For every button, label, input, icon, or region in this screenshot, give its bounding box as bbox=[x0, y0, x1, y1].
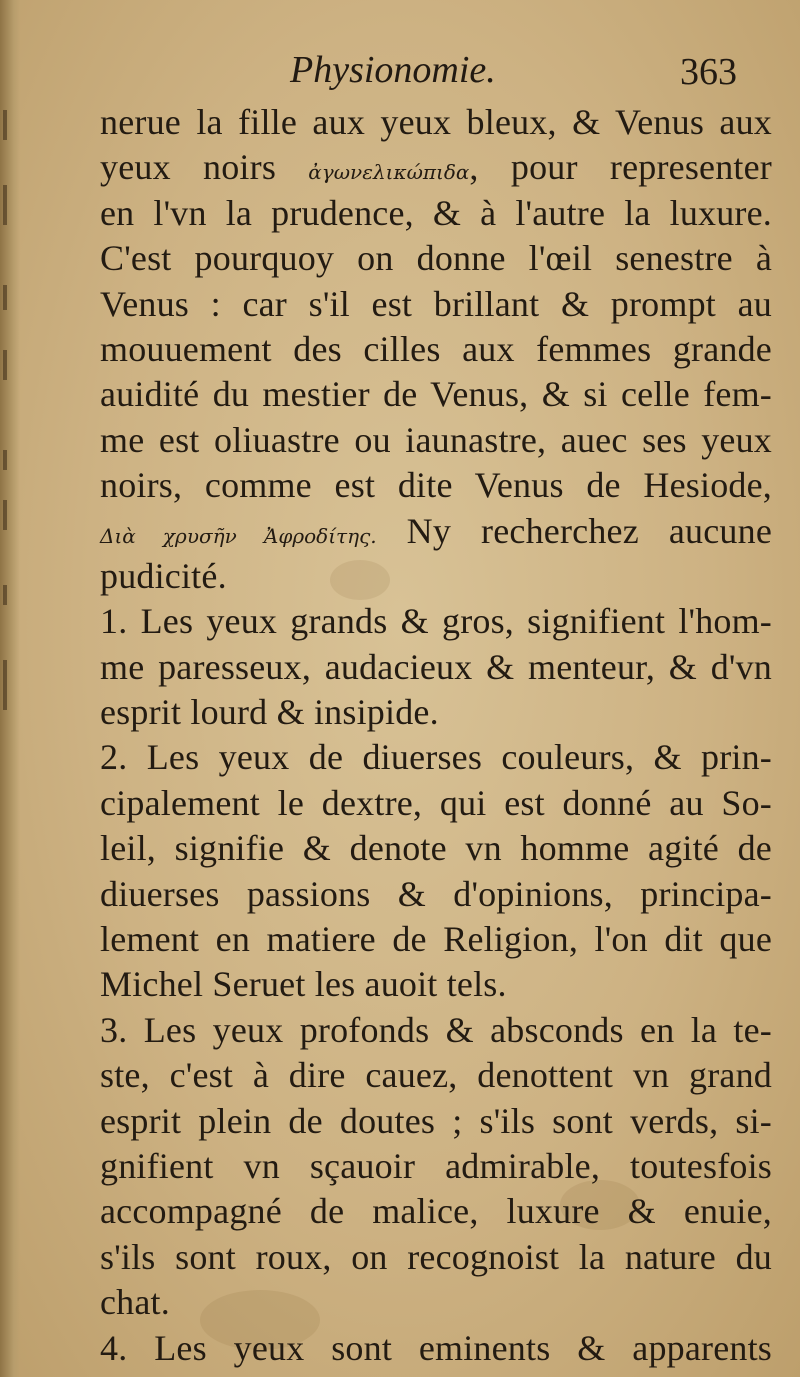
gutter-mark bbox=[3, 350, 7, 380]
greek-phrase: ἀγωνελικώπιδα bbox=[308, 160, 470, 185]
text-line: chat. bbox=[100, 1282, 170, 1323]
body-text bbox=[100, 100, 772, 1371]
text-line: nerue la fille aux yeux bleux, & Venus aux bbox=[100, 102, 772, 142]
text-line: diuerses passions & d'opinions, principa- bbox=[100, 873, 772, 914]
text-line: lement en matiere de Religion, l'on dit que bbox=[100, 919, 772, 960]
text-line: 1. Les yeux grands & gros, signifient l'hom- bbox=[100, 601, 772, 642]
text-line: Venus : car s'il est brillant & prompt au bbox=[100, 283, 772, 324]
text-line: Michel Seruet les auoit tels. bbox=[100, 964, 507, 1005]
text-line: 4. Les yeux sont eminents & apparents bbox=[100, 1327, 772, 1368]
text-line-with-greek bbox=[100, 509, 772, 554]
page-header bbox=[0, 48, 800, 100]
text-line: mouuement des cilles aux femmes grande bbox=[100, 328, 772, 369]
text-line: en l'vn la prudence, & à l'autre la luxure. bbox=[100, 192, 772, 233]
gutter-mark bbox=[3, 450, 7, 470]
text-line: esprit plein de doutes ; s'ils sont verds, si- bbox=[100, 1100, 772, 1141]
text-line: auidité du mestier de Venus, & si celle fem- bbox=[100, 374, 772, 415]
page-number: 363 bbox=[680, 51, 737, 93]
gutter-mark bbox=[3, 110, 7, 140]
text-line: me paresseux, audacieux & menteur, & d'vn bbox=[100, 646, 772, 687]
text-line: gnifient vn sçauoir admirable, toutesfois bbox=[100, 1145, 772, 1186]
page-gutter bbox=[0, 0, 20, 1377]
text-segment: yeux noirs bbox=[100, 147, 309, 188]
text-line: C'est pourquoy on donne l'œil senestre à bbox=[100, 238, 772, 279]
gutter-mark bbox=[3, 285, 7, 310]
text-line: esprit lourd & insipide. bbox=[100, 692, 439, 733]
text-line: 3. Les yeux profonds & absconds en la te- bbox=[100, 1009, 772, 1050]
text-line: noirs, comme est dite Venus de Hesiode, bbox=[100, 465, 772, 506]
gutter-mark bbox=[3, 585, 7, 605]
gutter-mark bbox=[3, 500, 7, 530]
gutter-mark bbox=[3, 185, 7, 225]
text-line: leil, signifie & denote vn homme agité de bbox=[100, 828, 772, 869]
text-line: accompagné de malice, luxure & enuie, bbox=[100, 1191, 772, 1232]
greek-phrase: Διὰ χρυσῆν Ἀφροδίτης. bbox=[100, 523, 377, 548]
text-line-with-greek bbox=[100, 145, 772, 190]
text-line: pudicité. bbox=[100, 555, 227, 596]
text-line: me est oliuastre ou iaunastre, auec ses yeux bbox=[100, 419, 772, 460]
text-segment: , pour representer bbox=[469, 147, 772, 188]
text-segment: Ny recherchez aucune bbox=[406, 510, 773, 551]
text-line: 2. Les yeux de diuerses couleurs, & prin- bbox=[100, 737, 772, 778]
text-line: cipalement le dextre, qui est donné au So- bbox=[100, 782, 772, 823]
text-line: s'ils sont roux, on recognoist la nature du bbox=[100, 1236, 772, 1277]
gutter-mark bbox=[3, 660, 7, 710]
running-title: Physionomie. bbox=[290, 49, 496, 91]
text-line: ste, c'est à dire cauez, denottent vn grand bbox=[100, 1055, 772, 1096]
